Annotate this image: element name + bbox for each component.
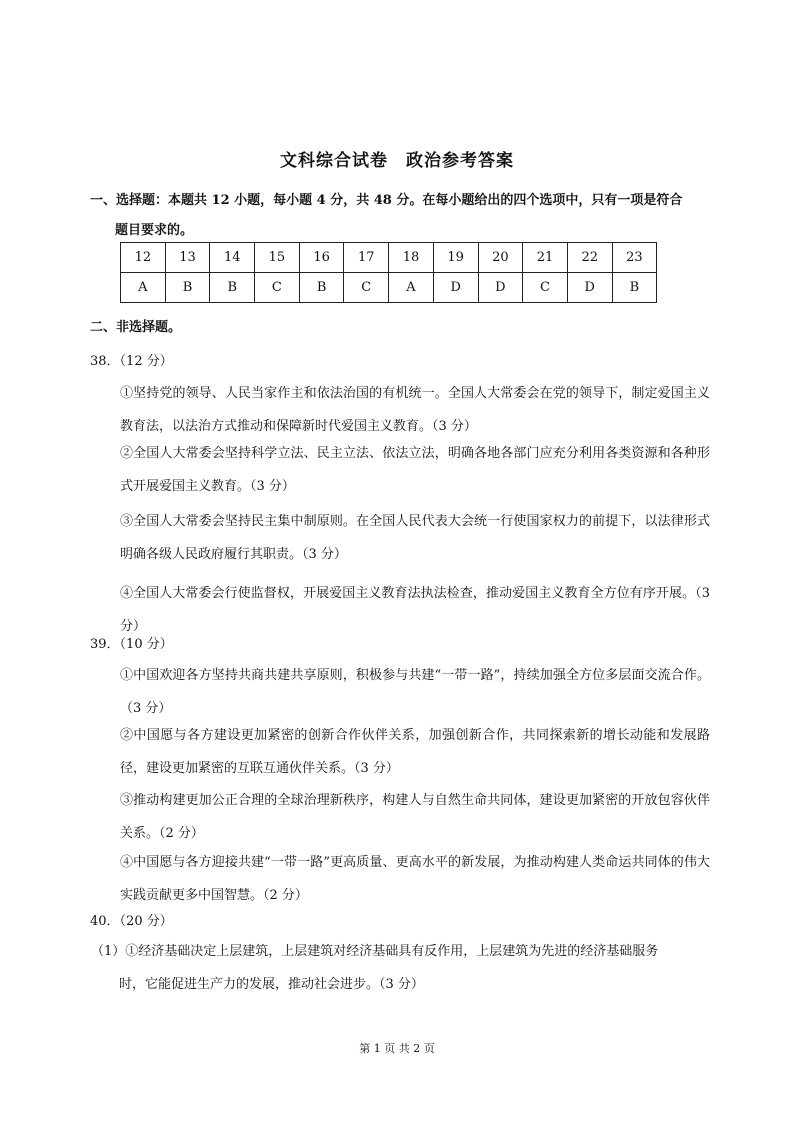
- question-number-cell: 13: [165, 243, 210, 273]
- question-number-cell: 22: [567, 243, 612, 273]
- question-number-cell: 17: [344, 243, 389, 273]
- question-number-cell: 21: [523, 243, 568, 273]
- q40-line2: 时，它能促进生产力的发展，推动社会进步。（3 分）: [119, 977, 424, 992]
- q39-point4: ④中国愿与各方迎接共建“一带一路”更高质量、更高水平的新发展，为推动构建人类命运共同体的伟大实践贡献更多中国智慧。（2 分）: [120, 855, 710, 903]
- answer-table-answers-row: [121, 273, 657, 303]
- q38-point1: ①坚持党的领导、人民当家作主和依法治国的有机统一。全国人大常委会在党的领导下，制定爱国主义教育法，以法治方式推动和保障新时代爱国主义教育。（3 分）: [120, 386, 710, 434]
- question-number-cell: 16: [299, 243, 344, 273]
- q38-heading: 38．（12 分）: [90, 354, 173, 369]
- q39-point3: ③推动构建更加公正合理的全球治理新秩序，构建人与自然生命共同体，建设更加紧密的开放包容伙伴关系。（2 分）: [120, 793, 710, 841]
- q39-heading: 39．（10 分）: [90, 637, 173, 652]
- answer-cell: B: [210, 273, 255, 303]
- q38-point2: ②全国人大常委会坚持科学立法、民主立法、依法立法，明确各地各部门应充分利用各类资源和各种形式开展爱国主义教育。（3 分）: [120, 446, 710, 494]
- answer-cell: C: [344, 273, 389, 303]
- answer-cell: C: [523, 273, 568, 303]
- q39-point2: ②中国愿与各方建设更加紧密的创新合作伙伴关系，加强创新合作，共同探索新的增长动能和发展路径，建设更加紧密的互联互通伙伴关系。（3 分）: [120, 728, 710, 776]
- question-number-cell: 14: [210, 243, 255, 273]
- section2-heading: 二、非选择题。: [90, 320, 182, 335]
- answer-cell: B: [299, 273, 344, 303]
- q39-point1: ①中国欢迎各方坚持共商共建共享原则，积极参与共建“一带一路”，持续加强全方位多层面交流合作。（3 分）: [120, 668, 710, 716]
- question-number-cell: 23: [612, 243, 657, 273]
- section1-line1: 一、选择题：本题共 12 小题，每小题 4 分，共 48 分。在每小题给出的四个选项中，只有一项是符合: [90, 193, 683, 208]
- question-number-cell: 19: [433, 243, 478, 273]
- answer-cell: A: [121, 273, 166, 303]
- question-number-cell: 18: [389, 243, 434, 273]
- q40-heading: 40．（20 分）: [90, 914, 173, 929]
- answer-table-numbers-row: [121, 243, 657, 273]
- page-footer: 第 1 页 共 2 页: [359, 1042, 435, 1055]
- answer-cell: B: [612, 273, 657, 303]
- title-part2: 政治参考答案: [406, 151, 514, 171]
- page-title: [0, 146, 794, 171]
- answer-cell: D: [478, 273, 523, 303]
- q38-point4: ④全国人大常委会行使监督权，开展爱国主义教育法执法检查，推动爱国主义教育全方位有序开展。（3 分）: [120, 586, 710, 634]
- answer-cell: B: [165, 273, 210, 303]
- answer-cell: D: [433, 273, 478, 303]
- answer-cell: D: [567, 273, 612, 303]
- section1-heading: [90, 186, 710, 246]
- answer-cell: A: [389, 273, 434, 303]
- question-number-cell: 15: [255, 243, 300, 273]
- title-part1: 文科综合试卷: [280, 151, 388, 171]
- q40-line1: （1）①经济基础决定上层建筑，上层建筑对经济基础具有反作用，上层建筑为先进的经济基础服务: [91, 944, 659, 959]
- question-number-cell: 20: [478, 243, 523, 273]
- q38-point3: ③全国人大常委会坚持民主集中制原则。在全国人民代表大会统一行使国家权力的前提下，以法律形式明确各级人民政府履行其职责。（3 分）: [120, 514, 710, 562]
- answer-table: [120, 242, 657, 303]
- q40-part1: [91, 935, 711, 1001]
- answer-cell: C: [255, 273, 300, 303]
- section1-line2: 题目要求的。: [115, 223, 194, 238]
- question-number-cell: 12: [121, 243, 166, 273]
